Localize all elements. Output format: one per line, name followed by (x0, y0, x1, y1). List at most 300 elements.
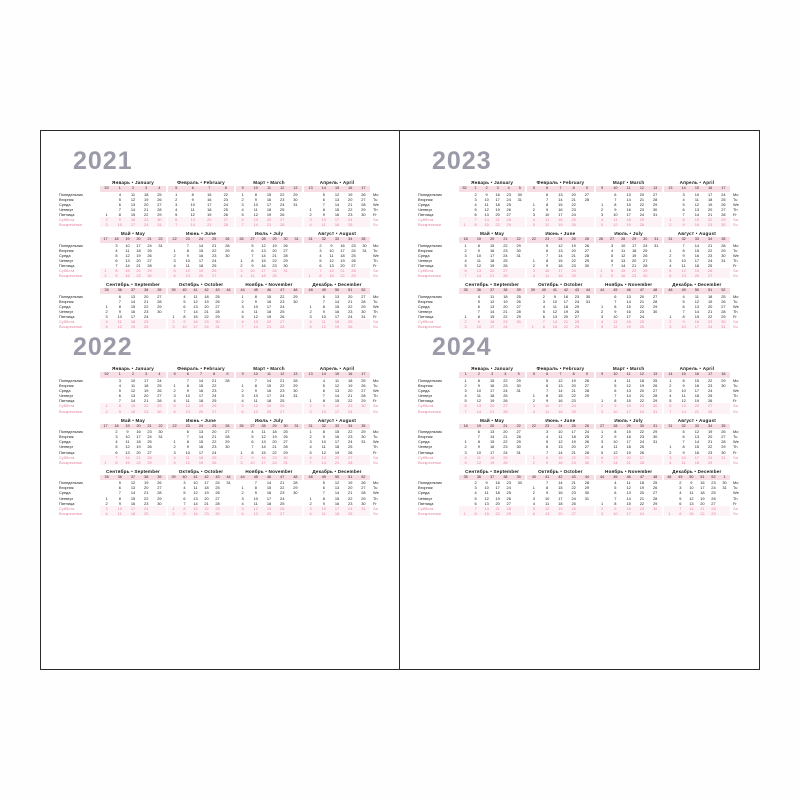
day-cell[interactable]: 16 (489, 444, 495, 450)
day-cell[interactable]: 19 (272, 242, 277, 248)
month-grid[interactable] (99, 288, 167, 329)
day-cell[interactable]: 5 (322, 191, 325, 197)
day-cell[interactable]: 3 (240, 459, 243, 465)
day-cell[interactable]: 20 (144, 201, 149, 207)
day-cell[interactable]: 11 (694, 196, 699, 202)
day-cell[interactable]: 8 (614, 398, 617, 404)
day-cell[interactable]: 26 (157, 480, 162, 486)
day-cell[interactable]: 11 (545, 273, 550, 279)
day-cell[interactable]: 11 (545, 408, 550, 414)
day-cell[interactable]: 18 (626, 319, 631, 325)
day-cell[interactable]: 1 (464, 242, 467, 248)
day-cell[interactable]: 18 (700, 490, 705, 496)
day-cell[interactable]: 29 (293, 293, 298, 299)
day-cell[interactable]: 15 (193, 505, 198, 511)
day-cell[interactable]: 20 (198, 273, 204, 279)
day-cell[interactable]: 16 (558, 459, 563, 465)
day-cell[interactable]: 30 (157, 216, 162, 222)
day-cell[interactable]: 21 (212, 377, 217, 383)
day-cell[interactable]: 30 (652, 206, 658, 212)
day-cell[interactable]: 9 (485, 480, 488, 486)
day-cell[interactable]: 3 (610, 242, 614, 248)
day-cell[interactable]: 22 (340, 273, 345, 279)
day-cell[interactable]: 24 (147, 242, 152, 248)
day-cell[interactable]: 16 (130, 500, 136, 506)
day-cell[interactable]: 27 (361, 196, 366, 202)
day-cell[interactable]: 3 (532, 403, 535, 409)
day-cell[interactable]: 12 (261, 434, 266, 440)
day-cell[interactable]: 11 (545, 500, 550, 506)
day-cell[interactable]: 7 (251, 252, 254, 258)
day-cell[interactable]: 16 (266, 196, 272, 202)
day-cell[interactable]: 9 (322, 500, 325, 506)
day-cell[interactable]: 14 (626, 495, 631, 501)
day-cell[interactable]: 11 (193, 293, 198, 299)
day-cell[interactable]: 29 (643, 268, 648, 274)
day-cell[interactable]: 22 (348, 429, 353, 435)
day-cell[interactable]: 17 (632, 242, 637, 248)
day-cell[interactable]: 23 (503, 444, 508, 450)
day-cell[interactable]: 6 (175, 216, 178, 222)
day-cell[interactable]: 8 (254, 293, 257, 299)
day-cell[interactable]: 16 (266, 388, 272, 394)
day-cell[interactable]: 20 (266, 408, 272, 414)
day-cell[interactable]: 29 (652, 429, 658, 435)
day-cell[interactable]: 27 (280, 408, 285, 414)
day-cell[interactable]: 13 (334, 293, 340, 299)
day-cell[interactable]: 3 (601, 408, 604, 414)
day-cell[interactable]: 5 (175, 211, 178, 217)
day-cell[interactable]: 17 (130, 222, 136, 228)
day-cell[interactable]: 18 (632, 247, 637, 253)
day-cell[interactable]: 3 (173, 393, 176, 399)
day-cell[interactable]: 21 (348, 298, 353, 304)
day-cell[interactable]: 13 (130, 201, 136, 207)
day-cell[interactable]: 25 (348, 510, 353, 516)
day-cell[interactable]: 27 (225, 429, 230, 435)
day-cell[interactable]: 22 (136, 459, 141, 465)
day-cell[interactable]: 19 (489, 263, 495, 269)
day-cell[interactable]: 3 (241, 201, 244, 207)
day-cell[interactable]: 2 (105, 408, 108, 414)
day-cell[interactable]: 8 (682, 314, 685, 320)
day-cell[interactable] (357, 222, 370, 227)
day-cell[interactable]: 12 (253, 314, 258, 320)
day-cell[interactable]: 3 (105, 505, 108, 511)
day-cell[interactable]: 7 (115, 263, 118, 269)
day-cell[interactable]: 23 (144, 500, 149, 506)
day-cell[interactable]: 10 (250, 268, 255, 274)
day-cell[interactable]: 7 (241, 324, 244, 330)
day-cell[interactable]: 5 (309, 449, 312, 455)
day-cell[interactable]: 1 (240, 449, 243, 455)
day-cell[interactable]: 14 (476, 408, 482, 414)
day-cell[interactable]: 25 (707, 459, 713, 465)
day-cell[interactable]: 22 (280, 485, 285, 491)
day-cell[interactable]: 15 (198, 439, 204, 445)
day-cell[interactable]: 24 (212, 393, 217, 399)
day-cell[interactable]: 8 (118, 304, 121, 309)
day-cell[interactable]: 9 (690, 480, 693, 486)
day-cell[interactable]: 4 (464, 393, 467, 399)
day-cell[interactable]: 15 (694, 444, 700, 450)
day-cell[interactable]: 6 (118, 485, 121, 491)
day-cell[interactable]: 11 (125, 439, 130, 445)
day-cell[interactable]: 7 (254, 377, 257, 383)
day-cell[interactable]: 8 (118, 495, 121, 501)
day-cell[interactable]: 5 (546, 377, 549, 383)
day-cell[interactable]: 18 (489, 257, 495, 263)
day-cell[interactable]: 6 (614, 388, 617, 394)
day-cell[interactable]: 31 (721, 454, 726, 460)
day-cell[interactable]: 27 (147, 257, 152, 263)
day-cell[interactable]: 24 (144, 505, 149, 511)
day-cell[interactable]: 11 (253, 398, 258, 404)
day-cell[interactable]: 23 (223, 196, 228, 202)
day-cell[interactable] (651, 273, 662, 278)
day-cell[interactable]: 29 (157, 211, 162, 217)
day-cell[interactable]: 7 (115, 454, 118, 460)
day-cell[interactable]: 23 (144, 216, 149, 222)
day-cell[interactable]: 27 (711, 500, 716, 506)
day-cell[interactable]: 14 (130, 298, 136, 304)
day-cell[interactable]: 6 (186, 429, 189, 435)
day-cell[interactable]: 27 (212, 273, 217, 279)
day-cell[interactable]: 8 (115, 459, 118, 465)
day-cell[interactable]: 21 (563, 319, 569, 325)
day-cell[interactable]: 6 (546, 383, 549, 389)
day-cell[interactable]: 25 (643, 247, 648, 253)
day-cell[interactable]: 4 (241, 309, 244, 315)
day-cell[interactable]: 3 (173, 449, 176, 455)
day-cell[interactable]: 20 (632, 257, 637, 263)
day-cell[interactable]: 25 (721, 293, 726, 299)
day-cell[interactable]: 11 (253, 206, 258, 212)
day-cell[interactable]: 22 (212, 439, 217, 445)
month-grid[interactable] (526, 372, 594, 413)
day-cell[interactable]: 31 (516, 449, 521, 455)
day-cell[interactable]: 9 (477, 247, 480, 253)
day-cell[interactable]: 23 (212, 252, 217, 258)
day-cell[interactable]: 10 (321, 505, 326, 511)
day-cell[interactable]: 24 (212, 449, 217, 455)
day-cell[interactable]: 18 (198, 398, 204, 404)
day-cell[interactable]: 16 (334, 309, 340, 315)
day-cell[interactable]: 16 (193, 319, 198, 325)
day-cell[interactable]: 13 (558, 383, 563, 389)
day-cell[interactable]: 22 (571, 454, 576, 460)
day-cell[interactable]: 24 (643, 242, 648, 248)
day-cell[interactable]: 12 (190, 211, 195, 217)
day-cell[interactable]: 30 (225, 444, 230, 450)
month-grid[interactable] (167, 372, 235, 413)
day-cell[interactable]: 10 (321, 439, 326, 445)
day-cell[interactable]: 29 (147, 459, 152, 465)
day-cell[interactable]: 25 (223, 206, 228, 212)
day-cell[interactable]: 29 (721, 216, 726, 222)
day-cell[interactable]: 8 (322, 304, 325, 309)
day-cell[interactable]: 15 (558, 454, 563, 460)
day-cell[interactable]: 29 (652, 398, 658, 404)
day-cell[interactable]: 22 (223, 191, 228, 197)
day-cell[interactable]: 21 (571, 196, 576, 202)
day-cell[interactable]: 14 (558, 196, 563, 202)
day-cell[interactable]: 13 (190, 216, 195, 222)
day-cell[interactable] (717, 460, 730, 465)
day-cell[interactable]: 11 (117, 319, 122, 325)
day-cell[interactable]: 17 (558, 268, 563, 274)
day-cell[interactable]: 12 (125, 252, 130, 258)
day-cell[interactable]: 4 (614, 377, 617, 383)
day-cell[interactable]: 1 (173, 247, 176, 253)
day-cell[interactable]: 29 (225, 439, 230, 445)
day-cell[interactable]: 16 (558, 263, 563, 269)
day-cell[interactable]: 18 (694, 263, 700, 269)
day-cell[interactable]: 26 (361, 383, 366, 389)
day-cell[interactable]: 10 (544, 211, 550, 217)
day-cell[interactable]: 16 (626, 309, 631, 315)
day-cell[interactable]: 6 (682, 434, 685, 440)
day-cell[interactable]: 22 (144, 211, 149, 217)
month-grid[interactable] (595, 372, 663, 413)
day-cell[interactable]: 3 (546, 429, 549, 435)
day-cell[interactable]: 8 (682, 216, 685, 222)
day-cell[interactable]: 20 (639, 490, 645, 496)
day-cell[interactable]: 29 (652, 500, 658, 506)
day-cell[interactable]: 25 (639, 319, 645, 325)
day-cell[interactable]: 22 (495, 510, 500, 516)
day-cell[interactable]: 17 (563, 298, 569, 304)
day-cell[interactable]: 10 (552, 298, 558, 304)
month-grid[interactable] (167, 288, 235, 329)
day-cell[interactable]: 19 (198, 459, 204, 465)
day-cell[interactable]: 21 (632, 263, 637, 269)
day-cell[interactable]: 12 (558, 377, 563, 383)
day-cell[interactable]: 13 (185, 273, 190, 279)
day-cell[interactable]: 12 (476, 459, 482, 465)
day-cell[interactable]: 4 (477, 293, 480, 299)
day-cell[interactable]: 14 (130, 490, 136, 496)
day-cell[interactable]: 5 (669, 398, 672, 404)
day-cell[interactable]: 15 (558, 485, 563, 491)
day-cell[interactable]: 25 (503, 454, 508, 460)
day-cell[interactable]: 31 (721, 257, 726, 263)
day-cell[interactable]: 22 (280, 293, 285, 299)
day-cell[interactable]: 31 (361, 314, 366, 320)
day-cell[interactable]: 2 (599, 273, 603, 279)
month-grid[interactable] (595, 237, 663, 278)
day-cell[interactable]: 22 (632, 268, 637, 274)
day-cell[interactable]: 4 (309, 510, 312, 516)
day-cell[interactable]: 1 (669, 314, 672, 320)
day-cell[interactable]: 14 (558, 449, 563, 455)
day-cell[interactable]: 13 (476, 403, 482, 409)
day-cell[interactable]: 24 (639, 510, 645, 516)
day-cell[interactable]: 31 (652, 211, 658, 217)
day-cell[interactable]: 18 (558, 500, 563, 506)
day-cell[interactable]: 29 (361, 304, 366, 309)
day-cell[interactable]: 9 (614, 434, 617, 440)
month-grid[interactable] (235, 288, 303, 329)
day-cell[interactable]: 29 (506, 510, 511, 516)
day-cell[interactable]: 1 (173, 439, 176, 445)
day-cell[interactable]: 10 (694, 191, 700, 197)
day-cell[interactable]: 21 (348, 201, 353, 207)
day-cell[interactable]: 2 (532, 490, 535, 496)
day-cell[interactable]: 17 (193, 324, 198, 330)
day-cell[interactable]: 1 (241, 485, 244, 491)
day-cell[interactable]: 4 (118, 383, 121, 389)
day-cell[interactable]: 7 (546, 388, 549, 394)
day-cell[interactable]: 3 (679, 485, 682, 491)
day-cell[interactable]: 15 (689, 510, 694, 516)
day-cell[interactable]: 5 (173, 268, 176, 274)
day-cell[interactable]: 20 (348, 388, 353, 394)
day-cell[interactable]: 19 (563, 309, 569, 315)
day-cell[interactable]: 10 (613, 439, 618, 445)
day-cell[interactable]: 8 (682, 377, 685, 383)
day-cell[interactable]: 23 (574, 293, 580, 299)
day-cell[interactable]: 28 (280, 324, 285, 330)
day-cell[interactable]: 6 (682, 304, 685, 309)
day-cell[interactable]: 15 (558, 201, 563, 207)
day-cell[interactable]: 4 (319, 252, 322, 258)
day-cell[interactable]: 11 (552, 304, 557, 309)
day-cell[interactable]: 9 (254, 490, 257, 496)
day-cell[interactable]: 29 (584, 257, 590, 263)
day-cell[interactable]: 4 (240, 273, 243, 279)
day-cell[interactable]: 30 (283, 263, 288, 269)
day-cell[interactable]: 14 (329, 268, 334, 274)
day-cell[interactable]: 10 (253, 393, 258, 399)
day-cell[interactable]: 25 (639, 444, 645, 450)
day-cell[interactable]: 19 (130, 324, 136, 330)
day-cell[interactable]: 18 (694, 393, 700, 399)
day-cell[interactable]: 23 (711, 480, 716, 486)
day-cell[interactable]: 18 (571, 434, 576, 440)
day-cell[interactable]: 16 (261, 263, 266, 269)
day-cell[interactable]: 26 (721, 429, 726, 435)
day-cell[interactable]: 13 (689, 500, 694, 506)
day-cell[interactable]: 28 (584, 480, 590, 486)
day-cell[interactable]: 5 (322, 383, 325, 389)
day-cell[interactable]: 24 (574, 298, 580, 304)
day-cell[interactable]: 9 (682, 252, 685, 258)
day-cell[interactable]: 12 (193, 298, 198, 304)
day-cell[interactable]: 27 (571, 510, 576, 516)
day-cell[interactable]: 15 (207, 191, 212, 197)
day-cell[interactable]: 4 (474, 201, 477, 207)
day-cell[interactable]: 7 (477, 309, 480, 315)
day-cell[interactable]: 21 (639, 196, 645, 202)
day-cell[interactable]: 4 (309, 319, 312, 325)
day-cell[interactable]: 19 (198, 403, 204, 409)
day-cell[interactable] (155, 273, 166, 278)
day-cell[interactable]: 2 (105, 216, 108, 222)
day-cell[interactable]: 24 (571, 403, 576, 409)
day-cell[interactable]: 20 (144, 485, 149, 491)
day-cell[interactable]: 27 (721, 304, 726, 309)
day-cell[interactable]: 16 (198, 252, 204, 258)
day-cell[interactable]: 14 (198, 434, 204, 440)
day-cell[interactable]: 13 (558, 444, 563, 450)
day-cell[interactable]: 16 (626, 206, 631, 212)
day-cell[interactable]: 21 (707, 211, 713, 217)
day-cell[interactable]: 5 (115, 252, 118, 258)
day-cell[interactable]: 9 (546, 263, 549, 269)
day-cell[interactable]: 18 (707, 293, 713, 299)
day-cell[interactable]: 3 (183, 480, 186, 486)
day-cell[interactable]: 19 (198, 268, 204, 274)
day-cell[interactable]: 2 (601, 309, 604, 315)
day-cell[interactable]: 25 (639, 216, 645, 222)
day-cell[interactable]: 7 (610, 263, 614, 269)
day-cell[interactable]: 23 (280, 490, 285, 496)
day-cell[interactable]: 17 (495, 196, 500, 202)
day-cell[interactable]: 8 (191, 191, 194, 197)
day-cell[interactable]: 11 (250, 273, 255, 279)
day-cell[interactable]: 26 (584, 242, 590, 248)
day-cell[interactable]: 11 (681, 263, 686, 269)
day-cell[interactable]: 3 (532, 495, 535, 501)
day-cell[interactable]: 16 (334, 500, 340, 506)
month-grid[interactable] (458, 288, 526, 329)
day-cell[interactable]: 8 (322, 206, 325, 212)
day-cell[interactable]: 28 (157, 298, 162, 304)
day-cell[interactable]: 18 (266, 309, 272, 315)
day-cell[interactable]: 22 (707, 216, 713, 222)
day-cell[interactable]: 10 (321, 216, 326, 222)
day-cell[interactable]: 22 (204, 314, 209, 320)
day-cell[interactable]: 7 (614, 495, 617, 501)
day-cell[interactable]: 30 (517, 480, 522, 486)
day-cell[interactable] (223, 324, 234, 329)
day-cell[interactable]: 31 (293, 201, 298, 207)
day-cell[interactable]: 23 (503, 383, 508, 389)
day-cell[interactable]: 10 (613, 510, 618, 516)
day-cell[interactable]: 18 (489, 393, 495, 399)
day-cell[interactable]: 28 (280, 222, 285, 228)
day-cell[interactable]: 1 (309, 398, 312, 404)
day-cell[interactable]: 20 (700, 500, 705, 506)
day-cell[interactable]: 19 (334, 324, 340, 330)
day-cell[interactable]: 17 (334, 505, 340, 511)
day-cell[interactable]: 13 (334, 196, 340, 202)
day-cell[interactable]: 9 (610, 273, 614, 279)
day-cell[interactable]: 13 (681, 273, 686, 279)
day-cell[interactable] (221, 460, 234, 465)
day-cell[interactable]: 23 (212, 388, 217, 394)
day-cell[interactable]: 4 (474, 490, 477, 496)
day-cell[interactable]: 17 (694, 324, 700, 330)
day-cell[interactable]: 2 (532, 398, 535, 404)
day-cell[interactable]: 27 (157, 393, 162, 399)
day-cell[interactable]: 10 (185, 449, 190, 455)
day-cell[interactable]: 24 (707, 388, 713, 394)
day-cell[interactable]: 28 (574, 319, 580, 325)
day-cell[interactable]: 26 (223, 211, 228, 217)
day-cell[interactable]: 5 (614, 485, 617, 491)
day-cell[interactable]: 30 (516, 383, 521, 389)
day-cell[interactable]: 21 (272, 444, 277, 450)
day-cell[interactable]: 28 (652, 298, 658, 304)
day-cell[interactable]: 24 (707, 257, 713, 263)
day-cell[interactable]: 16 (130, 408, 136, 414)
day-cell[interactable]: 24 (348, 408, 353, 414)
day-cell[interactable]: 20 (212, 429, 217, 435)
day-cell[interactable] (289, 324, 302, 329)
day-cell[interactable]: 21 (495, 216, 500, 222)
